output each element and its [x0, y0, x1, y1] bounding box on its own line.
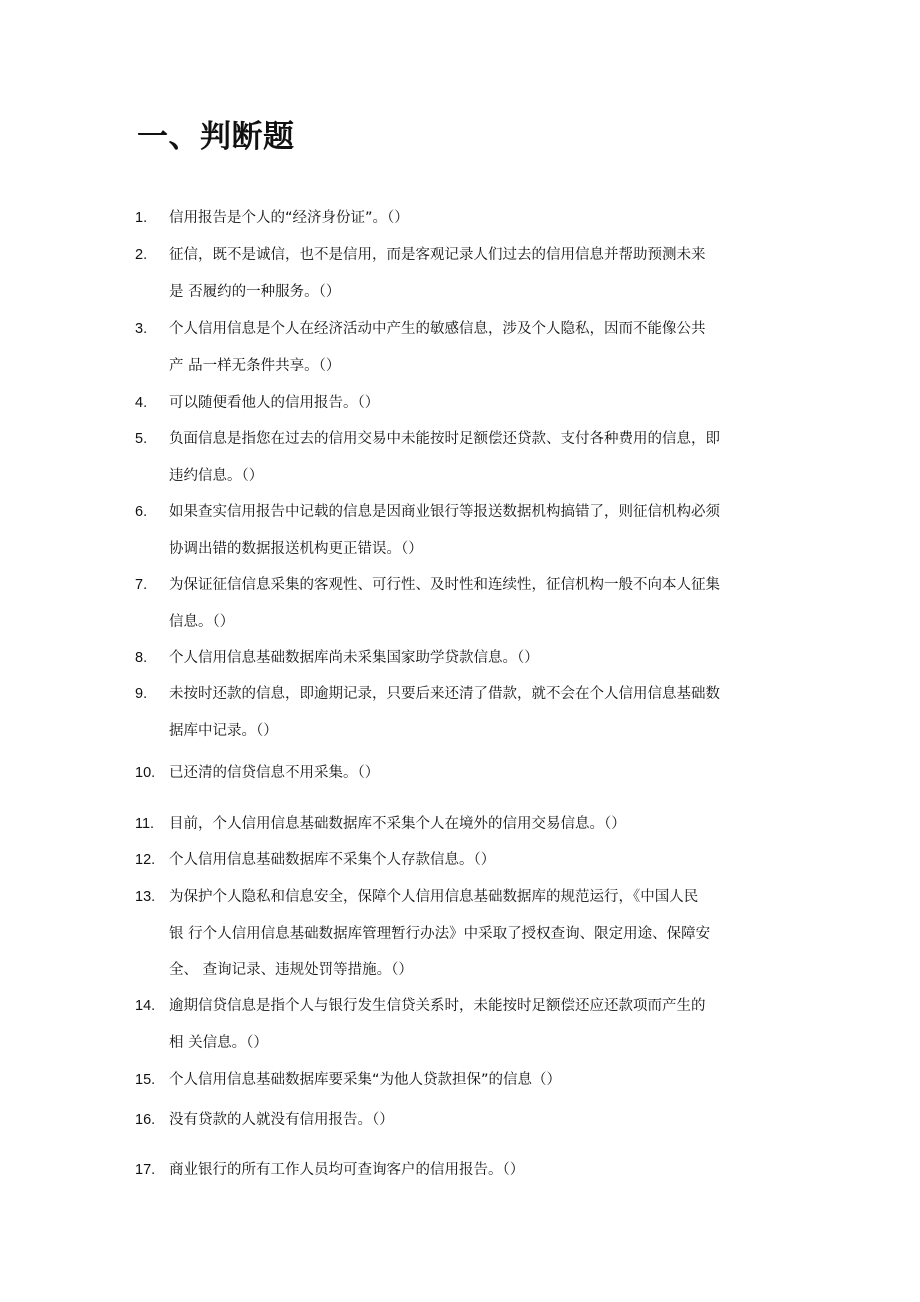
question-text-cont: 银 行个人信用信息基础数据库管理暂行办法》中采取了授权查询、限定用途、保障安 — [169, 926, 711, 942]
question-text: 逾期信贷信息是指个人与银行发生信贷关系时，未能按时足额偿还应还款项而产生的 — [169, 998, 706, 1014]
question-text: 个人信用信息是个人在经济活动中产生的敏感信息，涉及个人隐私，因而不能像公共 — [169, 321, 706, 337]
question-number: 7. — [135, 577, 148, 593]
question-number: 2. — [135, 247, 148, 263]
question-number: 15. — [135, 1072, 156, 1088]
question-number: 16. — [135, 1112, 156, 1128]
question-number: 11. — [135, 816, 155, 832]
question-number: 14. — [135, 998, 156, 1014]
question-text-cont: 信息。（） — [169, 614, 235, 630]
question-text: 可以随便看他人的信用报告。（） — [169, 395, 380, 411]
question-text-cont: 是 否履约的一种服务。（） — [169, 284, 341, 300]
question-number: 12. — [135, 852, 156, 868]
question-text: 个人信用信息基础数据库不采集个人存款信息。（） — [169, 852, 496, 868]
question-text: 目前，个人信用信息基础数据库不采集个人在境外的信用交易信息。（） — [169, 816, 626, 832]
question-text-cont: 据库中记录。（） — [169, 723, 278, 739]
question-number: 3. — [135, 321, 148, 337]
question-text-cont: 协调出错的数据报送机构更正错误。（） — [169, 541, 423, 557]
question-text-cont: 产 品一样无条件共享。（） — [169, 358, 341, 374]
question-text: 个人信用信息基础数据库尚未采集国家助学贷款信息。（） — [169, 650, 539, 666]
question-text-cont: 相 关信息。（） — [169, 1035, 268, 1051]
question-number: 1. — [135, 210, 148, 226]
question-number: 13. — [135, 889, 156, 905]
question-text: 如果查实信用报告中记载的信息是因商业银行等报送数据机构搞错了，则征信机构必须 — [169, 504, 720, 520]
question-text: 个人信用信息基础数据库要采集“为他人贷款担保”的信息（） — [169, 1072, 562, 1088]
question-text: 未按时还款的信息，即逾期记录，只要后来还清了借款，就不会在个人信用信息基础数 — [169, 686, 720, 702]
question-text: 负面信息是指您在过去的信用交易中未能按时足额偿还贷款、支付各种费用的信息，即 — [169, 431, 720, 447]
section-heading: 一、判断题 — [137, 119, 295, 155]
question-text: 商业银行的所有工作人员均可查询客户的信用报告。（） — [169, 1162, 525, 1178]
question-text: 已还清的信贷信息不用采集。（） — [169, 765, 380, 781]
question-text: 征信，既不是诚信，也不是信用，而是客观记录人们过去的信用信息并帮助预测未来 — [169, 247, 706, 263]
question-number: 6. — [135, 504, 148, 520]
question-text: 为保护个人隐私和信息安全，保障个人信用信息基础数据库的规范运行，《中国人民 — [169, 889, 699, 905]
question-text: 没有贷款的人就没有信用报告。（） — [169, 1112, 394, 1128]
question-number: 10. — [135, 765, 156, 781]
question-text-cont: 违约信息。（） — [169, 468, 264, 484]
question-number: 9. — [135, 686, 148, 702]
question-text: 为保证征信信息采集的客观性、可行性、及时性和连续性，征信机构一般不向本人征集 — [169, 577, 720, 593]
question-number: 5. — [135, 431, 148, 447]
question-text: 信用报告是个人的“经济身份证”。（） — [169, 210, 409, 226]
question-text-cont: 全、 查询记录、违规处罚等措施。（） — [169, 962, 413, 978]
question-number: 4. — [135, 395, 148, 411]
question-number: 17. — [135, 1162, 156, 1178]
question-number: 8. — [135, 650, 148, 666]
